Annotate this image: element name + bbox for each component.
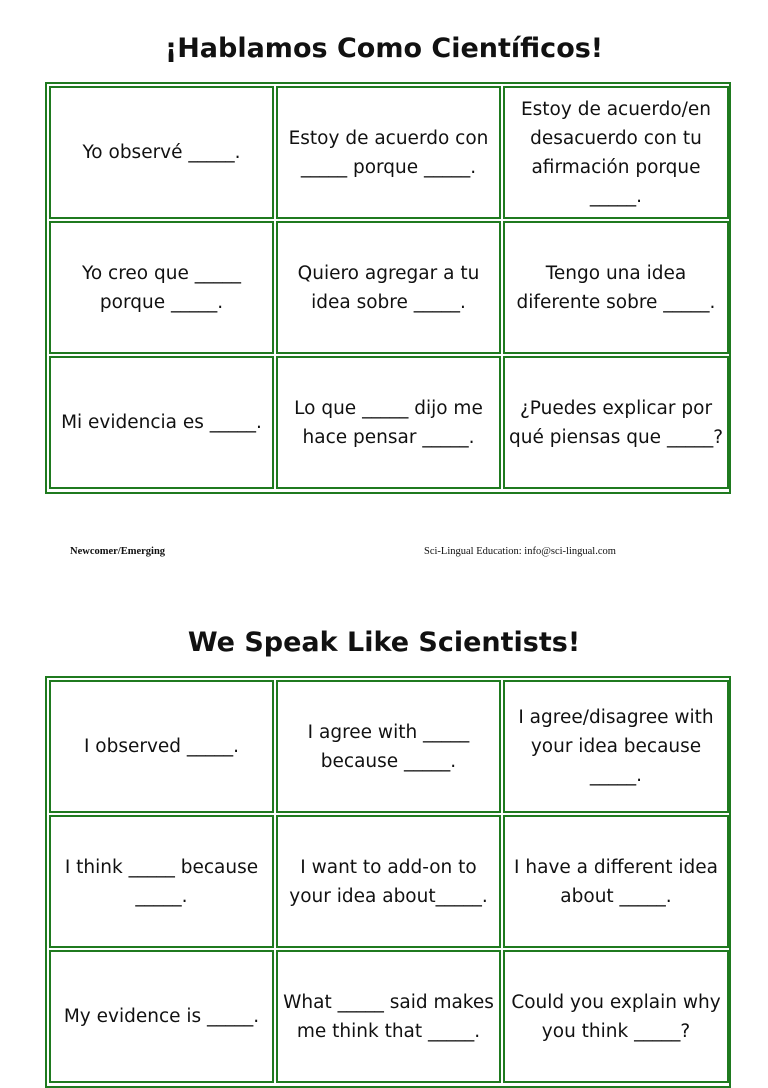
sentence-frame-text: I think _____ because _____. [64,856,259,907]
sentence-frame-text: Could you explain why you think _____? [511,991,721,1042]
sentence-frame-text: Estoy de acuerdo con _____ porque _____. [288,127,489,178]
sentence-frame-cell [49,221,274,354]
sentence-frame-text: Mi evidencia es _____. [61,412,262,433]
sentence-frame-text: I agree with _____ because _____. [307,721,470,772]
sentence-frame-text: My evidence is _____. [63,1006,260,1027]
level-label: Newcomer/Emerging [70,546,166,557]
sentence-frame-cell [503,680,729,813]
sentence-frame-text: Lo que _____ dijo me hace pensar _____. [294,397,483,448]
sentence-frame-cell [49,815,274,948]
sentence-frame-cell [503,221,729,354]
sentence-frame-text: ¿Puedes explicar por qué piensas que _____? [509,397,724,448]
sentence-frame-text: Yo creo que _____ porque _____. [82,262,241,313]
sentence-frame-text: Tengo una idea diferente sobre _____. [516,262,716,313]
sentence-frame-text: What _____ said makes me think that _____. [283,991,494,1042]
sentence-frame-cell [276,356,501,489]
sentence-frame-cell [276,950,501,1083]
english-sentence-frame-table [45,676,731,1088]
sentence-frame-cell [49,950,274,1083]
sentence-frame-text: I observed _____. [83,736,240,757]
sentence-frame-cell [503,356,729,489]
sentence-frame-text: Quiero agregar a tu idea sobre _____. [297,262,480,313]
sentence-frame-cell [503,950,729,1083]
sentence-frame-cell [49,86,274,219]
sentence-frame-cell [503,86,729,219]
sentence-frame-text: Estoy de acuerdo/en desacuerdo con tu afirmación porque _____. [520,98,712,207]
sentence-frame-text: I have a different idea about _____. [514,856,718,907]
sentence-frame-cell [276,680,501,813]
sentence-frame-cell [276,86,501,219]
sentence-frame-cell [49,680,274,813]
sentence-frame-cell [503,815,729,948]
sentence-frame-cell [276,815,501,948]
english-page-title: We Speak Like Scientists! [187,627,581,658]
sentence-frame-text: Yo observé _____. [82,142,241,163]
sentence-frame-text: I want to add-on to your idea about_____. [289,856,488,907]
sentence-frame-text: I agree/disagree with your idea because _____. [518,707,714,786]
spanish-page-title: ¡Hablamos Como Científicos! [164,33,604,64]
sentence-frame-cell [276,221,501,354]
sentence-frame-cell [49,356,274,489]
spanish-sentence-frame-table [45,82,731,494]
contact-credit: Sci-Lingual Education: info@sci-lingual.com [424,546,616,557]
